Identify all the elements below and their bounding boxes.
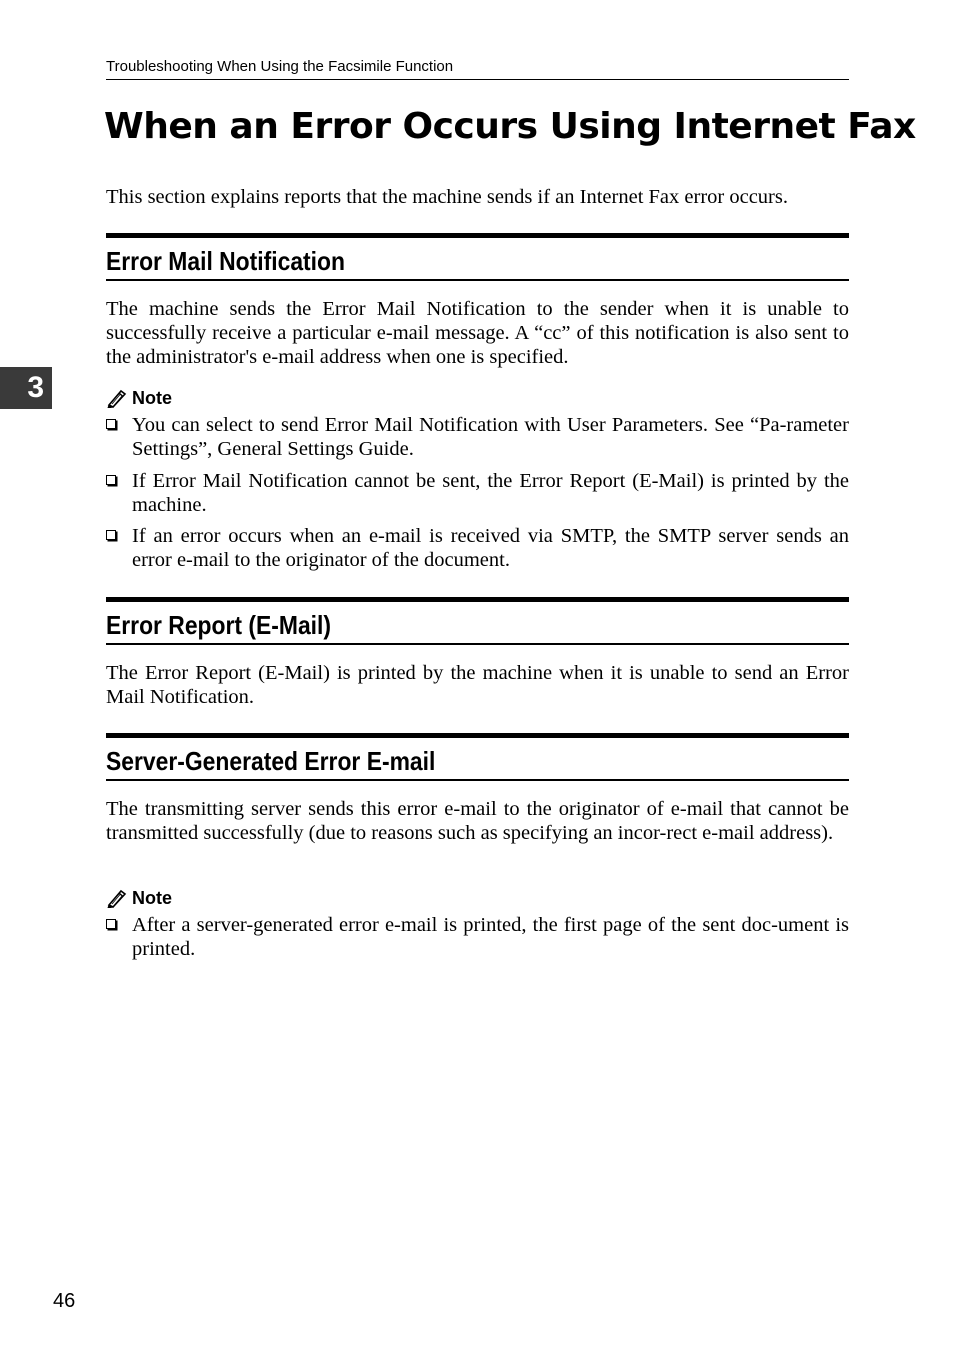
checkbox-bullet-icon (106, 419, 116, 429)
note-item (106, 524, 849, 572)
section-heading: Error Mail Notification (106, 246, 345, 276)
note-label: Note (132, 888, 172, 908)
checkbox-bullet-icon (106, 530, 116, 540)
section-header-error-mail-notification (106, 233, 849, 281)
section-heading: Server-Generated Error E-mail (106, 746, 436, 776)
note-item-text: After a server-generated error e-mail is printed, the first page of the sent doc-ument is printed. (132, 914, 849, 960)
checkbox-bullet-icon (106, 919, 116, 929)
note-item (106, 469, 849, 517)
section-body-server-generated-error: The transmitting server sends this error e-mail to the originator of e-mail that cannot be transmitted successfully (due to reasons such as specifying an incor-rect e-mail address). (106, 798, 849, 844)
note-item-text: If an error occurs when an e-mail is received via SMTP, the SMTP server sends an error e-mail to the originator of the document. (132, 525, 849, 571)
note-item (106, 913, 849, 961)
note-heading (106, 887, 172, 909)
section-body-error-mail-notification: The machine sends the Error Mail Notification to the sender when it is unable to successfully receive a particular e-mail message. A “cc” of this notification is also sent to the administrator's e-mail address when one is specified. (106, 298, 849, 368)
section-header-error-report (106, 597, 849, 645)
section-heading: Error Report (E-Mail) (106, 610, 332, 640)
note-item-text: You can select to send Error Mail Notification with User Parameters. See “Pa-rameter Settings”, General Settings Guide. (132, 414, 849, 460)
note-item-text: If Error Mail Notification cannot be sent, the Error Report (E-Mail) is printed by the machine. (132, 470, 849, 516)
page-number: 46 (53, 1290, 76, 1312)
pencil-icon (106, 388, 128, 408)
note-item (106, 413, 849, 461)
checkbox-bullet-icon (106, 475, 116, 485)
chapter-tab: 3 (0, 367, 52, 409)
pencil-icon (106, 888, 128, 908)
note-label: Note (132, 388, 172, 408)
intro-paragraph: This section explains reports that the machine sends if an Internet Fax error occurs. (106, 186, 788, 208)
note-heading (106, 387, 172, 409)
page-title: When an Error Occurs Using Internet Fax (104, 106, 916, 147)
section-body-error-report: The Error Report (E-Mail) is printed by the machine when it is unable to send an Error Mail Notification. (106, 662, 849, 708)
running-header: Troubleshooting When Using the Facsimile Function (106, 57, 849, 80)
section-header-server-generated-error (106, 733, 849, 781)
